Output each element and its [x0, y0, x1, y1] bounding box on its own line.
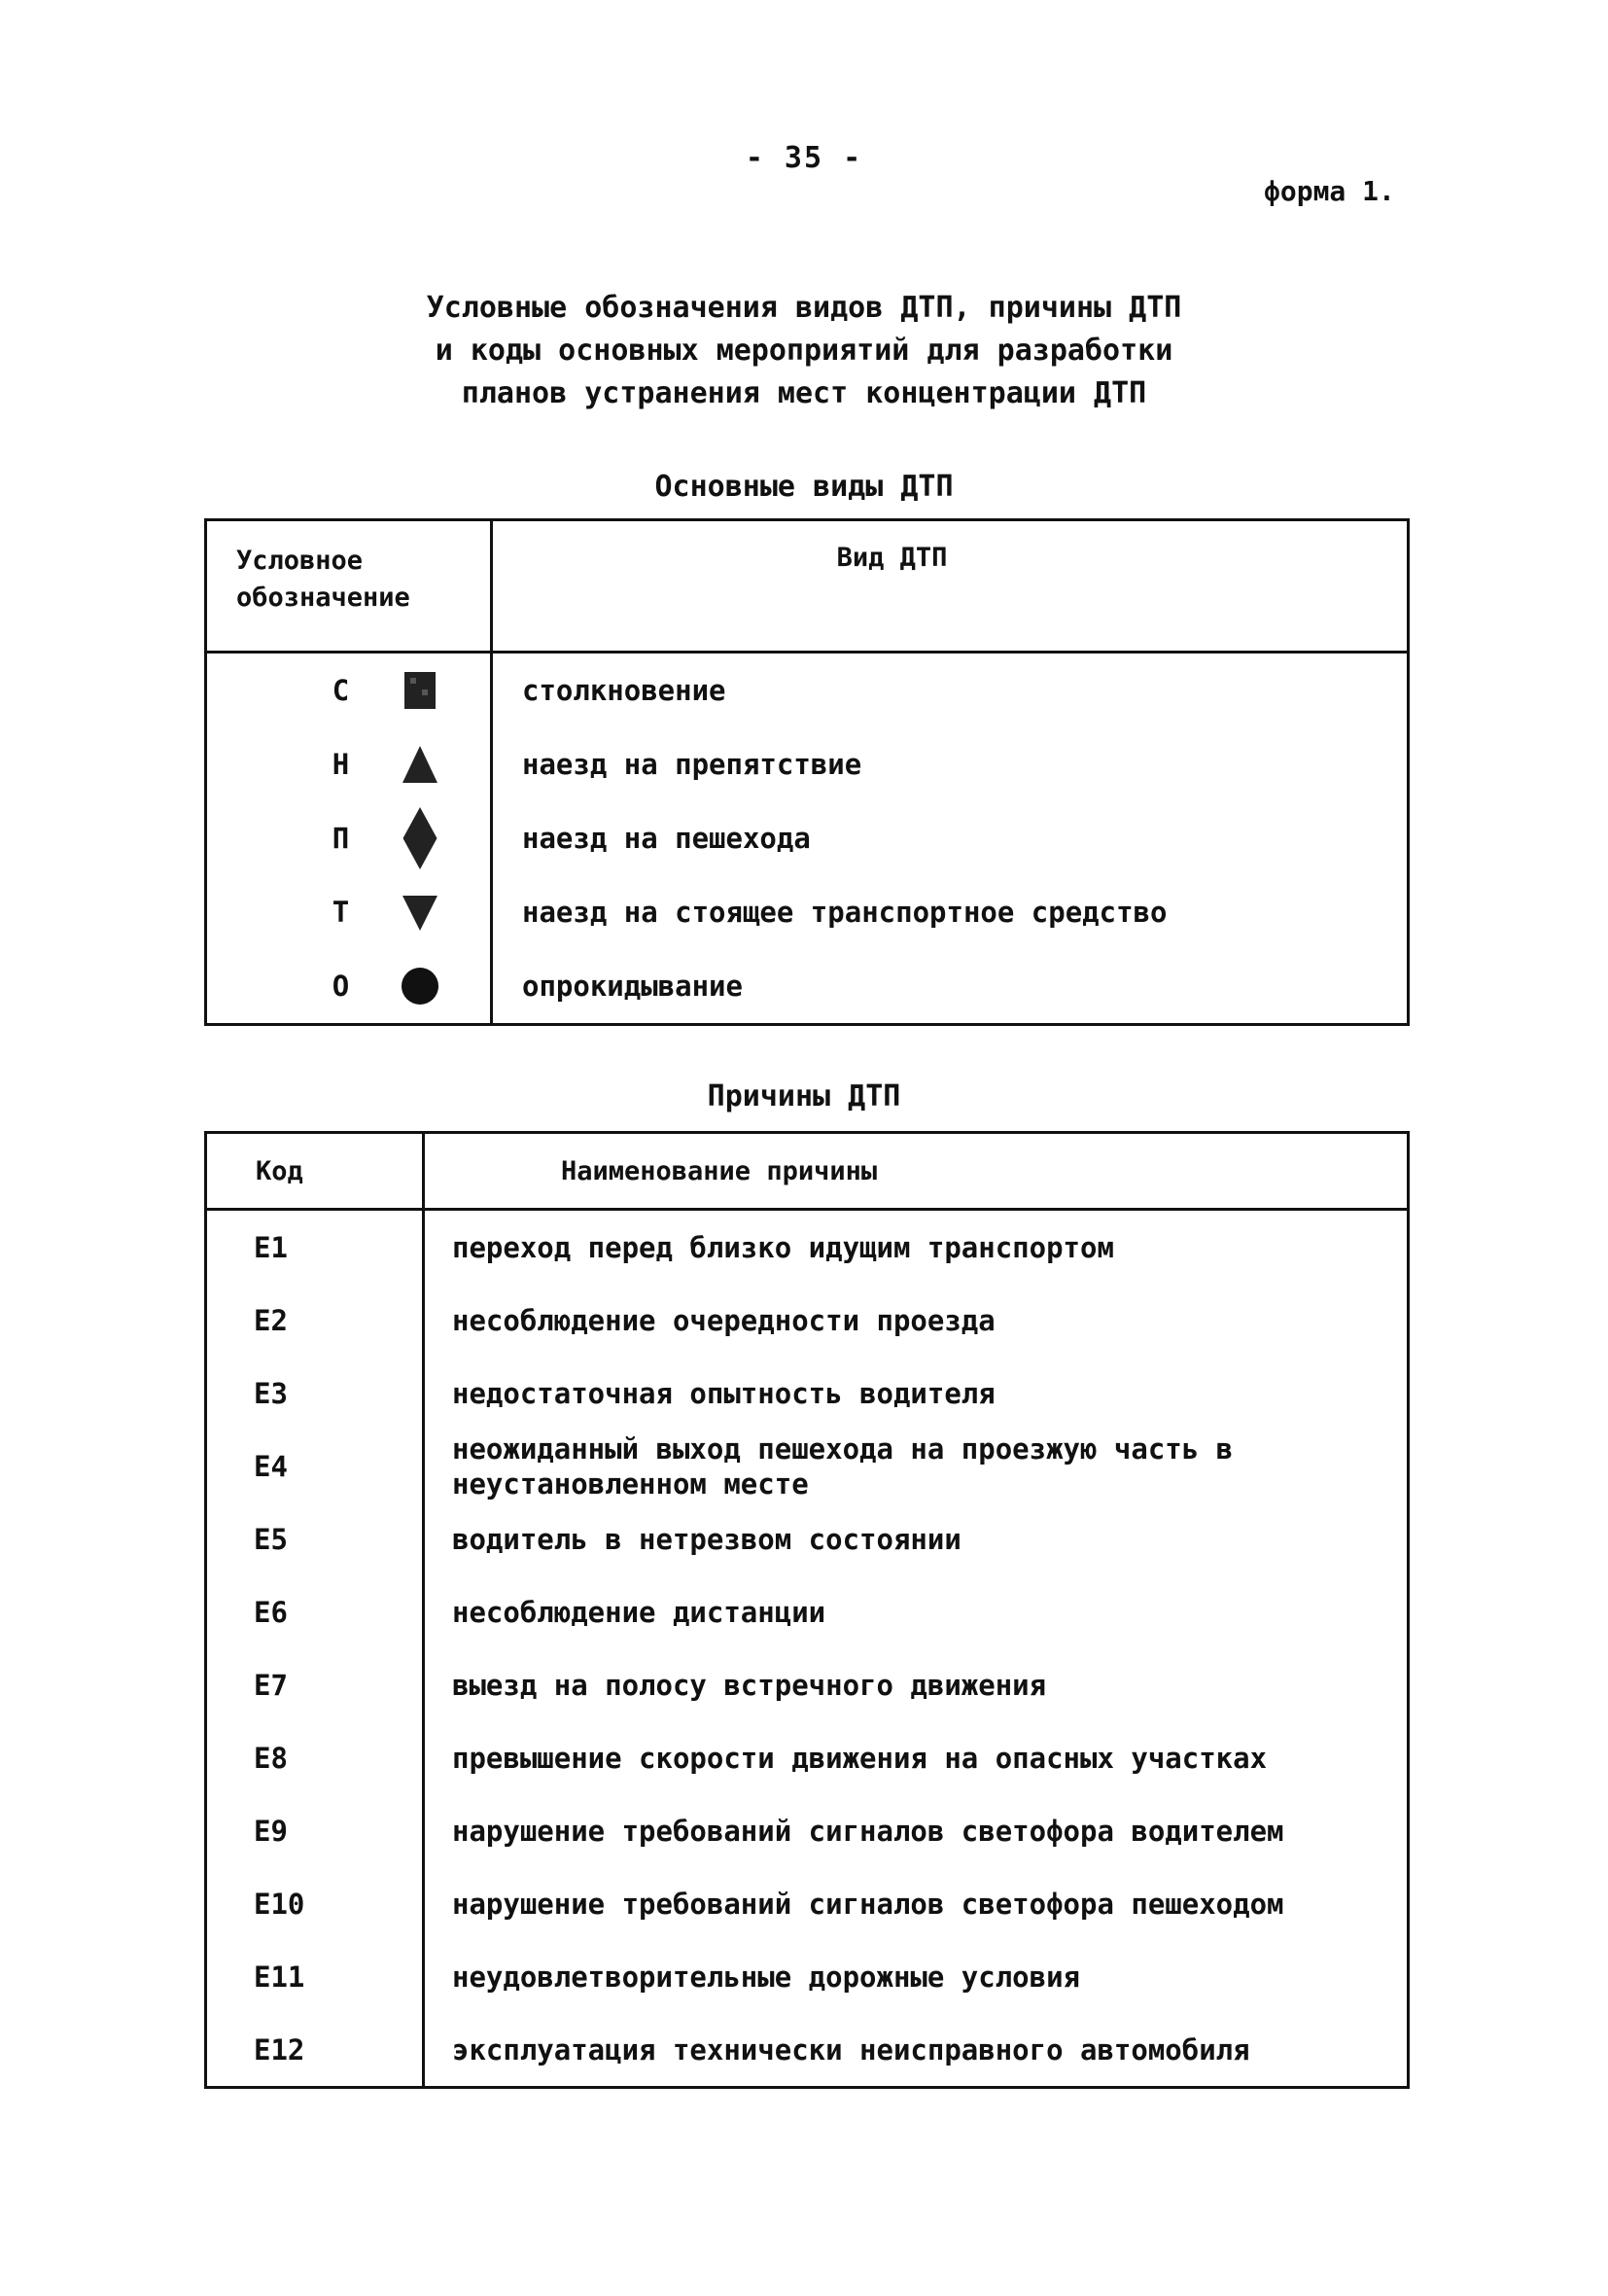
cause-name: нарушение требований сигналов светофора водителем [452, 1814, 1284, 1848]
table-row [206, 727, 1409, 801]
code-column-header: Код [206, 1133, 424, 1210]
causes-section-title: Причины ДТП [707, 1079, 901, 1113]
table-row [206, 1430, 1409, 1502]
table-row [206, 2013, 1409, 2088]
title-line: и коды основных мероприятий для разработки [435, 334, 1173, 368]
title-line: Условные обозначения видов ДТП, причины ДТП [426, 291, 1182, 325]
cause-code: E1 [206, 1210, 424, 1285]
symbol-letter: С [332, 674, 350, 707]
document-title [0, 287, 1608, 415]
type-name: столкновение [522, 674, 726, 707]
table-row [206, 801, 1409, 875]
table-row [206, 653, 1409, 728]
type-column-header: Вид ДТП [492, 520, 1409, 653]
cause-name: эксплуатация технически неисправного автомобиля [452, 2032, 1250, 2066]
inverted-triangle-icon [399, 890, 441, 935]
accident-types-table [204, 518, 1410, 1026]
table-row [206, 1284, 1409, 1357]
cause-name: нарушение требований сигналов светофора пешеходом [452, 1887, 1284, 1921]
accident-causes-table [204, 1131, 1410, 2089]
cause-name: несоблюдение очередности проезда [452, 1303, 996, 1337]
symbol-column-header [206, 520, 492, 653]
symbol-letter: Н [332, 748, 350, 781]
cause-code: E9 [206, 1794, 424, 1867]
type-name: наезд на препятствие [522, 748, 862, 781]
cause-column-header: Наименование причины [424, 1133, 1409, 1210]
table-row [206, 875, 1409, 949]
cause-code: E8 [206, 1721, 424, 1794]
header-line: Условное [236, 546, 364, 576]
table-row [206, 949, 1409, 1025]
table-header-row [206, 1133, 1409, 1210]
cause-code: E10 [206, 1867, 424, 1940]
table-row [206, 1648, 1409, 1721]
table-row [206, 1357, 1409, 1430]
cause-name: переход перед близко идущим транспортом [452, 1230, 1114, 1264]
header-line: обозначение [236, 583, 410, 613]
cause-code: E5 [206, 1502, 424, 1575]
table-header-row [206, 520, 1409, 653]
type-name: наезд на пешехода [522, 822, 811, 855]
cause-code: E6 [206, 1575, 424, 1648]
table-row [206, 1940, 1409, 2013]
cause-name: неудовлетворительные дорожные условия [452, 1960, 1081, 1994]
cause-code: E11 [206, 1940, 424, 2013]
triangle-icon [399, 742, 441, 787]
page-number: - 35 - [745, 141, 863, 175]
table-row [206, 1721, 1409, 1794]
symbol-cell [206, 949, 492, 1025]
form-label: форма 1. [1264, 175, 1395, 207]
circle-icon [399, 964, 441, 1008]
symbol-cell [206, 801, 492, 875]
cause-name: несоблюдение дистанции [452, 1595, 826, 1629]
table-row [206, 1575, 1409, 1648]
title-line: планов устранения мест концентрации ДТП [461, 376, 1147, 410]
table-row [206, 1502, 1409, 1575]
type-name: наезд на стоящее транспортное средство [522, 896, 1168, 929]
cause-name: водитель в нетрезвом состоянии [452, 1522, 961, 1556]
types-section-title: Основные виды ДТП [654, 470, 954, 504]
cause-name: выезд на полосу встречного движения [452, 1668, 1047, 1702]
square-icon [399, 668, 441, 713]
cause-code: E4 [206, 1430, 424, 1502]
symbol-letter: О [332, 970, 350, 1003]
symbol-cell [206, 875, 492, 949]
table-row [206, 1210, 1409, 1285]
type-name: опрокидывание [522, 970, 743, 1003]
cause-name: недостаточная опытность водителя [452, 1376, 996, 1410]
table-row [206, 1794, 1409, 1867]
symbol-cell [206, 727, 492, 801]
symbol-letter: Т [332, 896, 350, 929]
cause-code: E3 [206, 1357, 424, 1430]
cause-code: E2 [206, 1284, 424, 1357]
symbol-cell [206, 653, 492, 728]
cause-name: превышение скорости движения на опасных участках [452, 1741, 1268, 1775]
symbol-letter: П [332, 822, 350, 855]
cause-name: неожиданный выход пешехода на проезжую часть в неустановленном месте [452, 1431, 1234, 1501]
cause-code: E12 [206, 2013, 424, 2088]
table-row [206, 1867, 1409, 1940]
cause-code: E7 [206, 1648, 424, 1721]
diamond-icon [399, 805, 441, 871]
